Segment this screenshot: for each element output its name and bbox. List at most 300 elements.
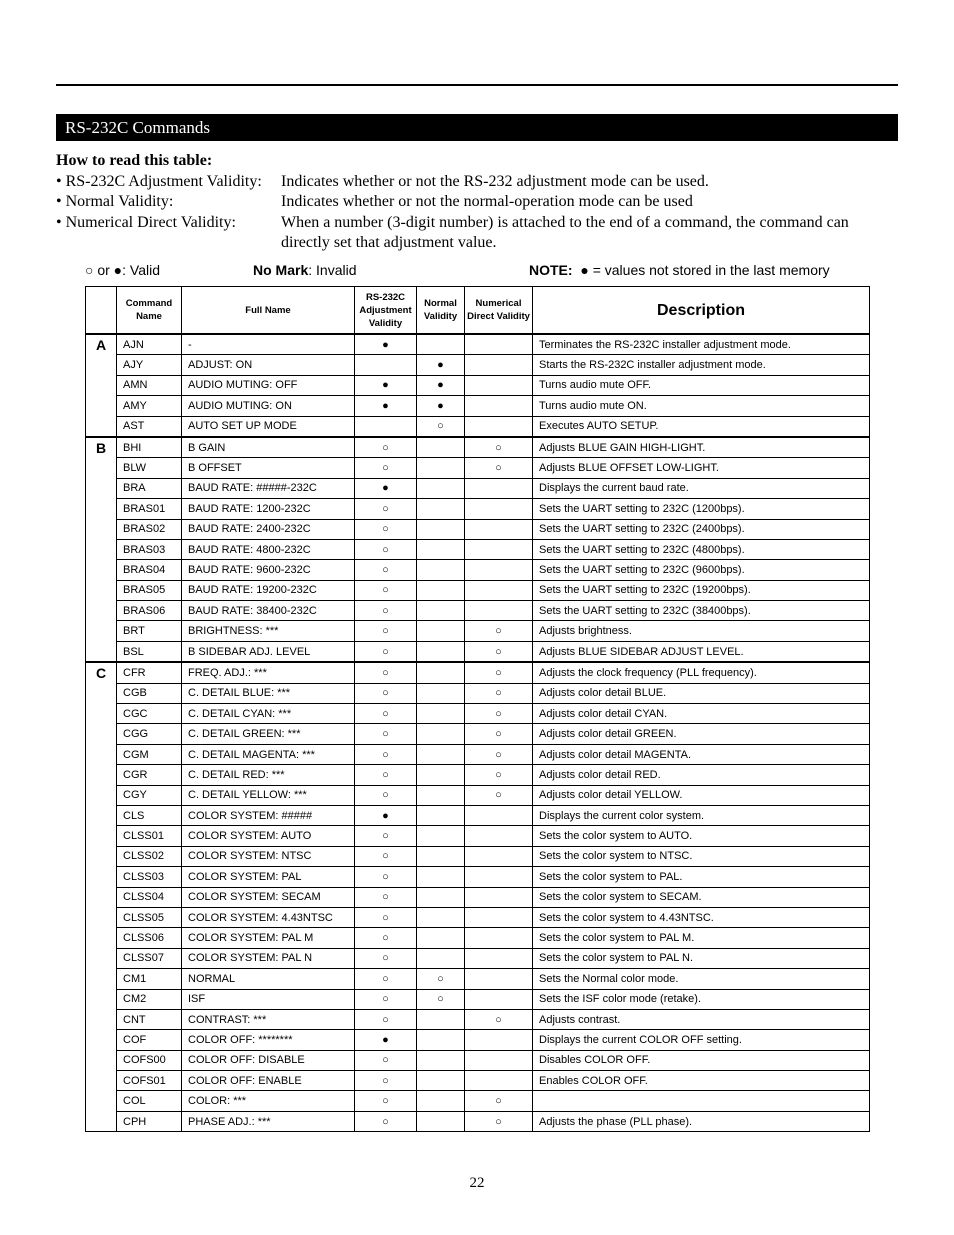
table-row <box>86 928 870 948</box>
command-name-cell: CLS <box>117 805 182 825</box>
numerical-validity-cell: ○ <box>465 458 533 478</box>
full-name-cell: COLOR SYSTEM: PAL M <box>182 928 355 948</box>
rs232c-validity-cell: ○ <box>355 704 417 724</box>
top-rule <box>56 84 898 86</box>
table-row <box>86 478 870 498</box>
normal-validity-cell <box>417 478 465 498</box>
description-cell: Displays the current COLOR OFF setting. <box>533 1030 870 1050</box>
full-name-cell: FREQ. ADJ.: *** <box>182 662 355 683</box>
description-cell: Enables COLOR OFF. <box>533 1071 870 1091</box>
normal-validity-header: Normal Validity <box>417 287 465 335</box>
rs232c-validity-cell: ○ <box>355 437 417 458</box>
full-name-cell: COLOR SYSTEM: NTSC <box>182 846 355 866</box>
rs232c-validity-cell: ○ <box>355 907 417 927</box>
description-cell: Sets the color system to NTSC. <box>533 846 870 866</box>
normal-validity-cell: ○ <box>417 989 465 1009</box>
description-cell: Sets the UART setting to 232C (9600bps). <box>533 560 870 580</box>
numerical-validity-cell <box>465 846 533 866</box>
normal-validity-cell <box>417 744 465 764</box>
normal-validity-cell <box>417 765 465 785</box>
rs232c-validity-cell: ● <box>355 805 417 825</box>
normal-validity-cell <box>417 621 465 641</box>
table-row <box>86 560 870 580</box>
command-name-cell: CM1 <box>117 969 182 989</box>
numerical-validity-cell <box>465 519 533 539</box>
description-cell: Adjusts color detail GREEN. <box>533 724 870 744</box>
description-cell: Sets the UART setting to 232C (2400bps). <box>533 519 870 539</box>
rs232c-validity-cell: ○ <box>355 744 417 764</box>
numerical-validity-cell <box>465 826 533 846</box>
table-row <box>86 887 870 907</box>
command-name-cell: BRAS04 <box>117 560 182 580</box>
table-row <box>86 724 870 744</box>
numerical-validity-cell: ○ <box>465 785 533 805</box>
command-name-cell: BRT <box>117 621 182 641</box>
table-row <box>86 1091 870 1111</box>
full-name-cell: COLOR: *** <box>182 1091 355 1111</box>
rs232c-validity-cell: ○ <box>355 948 417 968</box>
numerical-validity-cell <box>465 1071 533 1091</box>
description-cell: Executes AUTO SETUP. <box>533 416 870 437</box>
normal-validity-cell <box>417 580 465 600</box>
full-name-cell: C. DETAIL YELLOW: *** <box>182 785 355 805</box>
numerical-validity-cell: ○ <box>465 1111 533 1131</box>
full-name-cell: CONTRAST: *** <box>182 1009 355 1029</box>
numerical-validity-cell <box>465 499 533 519</box>
rs232c-validity-cell: ○ <box>355 560 417 580</box>
command-name-cell: CGB <box>117 683 182 703</box>
numerical-validity-cell: ○ <box>465 724 533 744</box>
table-row <box>86 867 870 887</box>
rs232c-validity-cell: ● <box>355 396 417 416</box>
full-name-cell: COLOR SYSTEM: PAL <box>182 867 355 887</box>
full-name-cell: C. DETAIL RED: *** <box>182 765 355 785</box>
description-cell: Adjusts color detail CYAN. <box>533 704 870 724</box>
command-name-header: Command Name <box>117 287 182 335</box>
numerical-validity-cell: ○ <box>465 1009 533 1029</box>
numerical-validity-cell <box>465 805 533 825</box>
command-name-cell: CLSS03 <box>117 867 182 887</box>
rs232c-validity-cell: ○ <box>355 519 417 539</box>
command-name-cell: CLSS07 <box>117 948 182 968</box>
full-name-cell: ADJUST: ON <box>182 355 355 375</box>
full-name-cell: - <box>182 334 355 355</box>
normal-validity-cell <box>417 1050 465 1070</box>
numerical-validity-cell <box>465 867 533 887</box>
description-cell: Sets the UART setting to 232C (38400bps). <box>533 601 870 621</box>
command-name-cell: BHI <box>117 437 182 458</box>
normal-validity-cell <box>417 907 465 927</box>
table-row <box>86 907 870 927</box>
table-row <box>86 846 870 866</box>
description-cell: Adjusts brightness. <box>533 621 870 641</box>
rs232c-validity-cell: ○ <box>355 458 417 478</box>
full-name-cell: BAUD RATE: 1200-232C <box>182 499 355 519</box>
normal-validity-cell <box>417 805 465 825</box>
normal-validity-cell <box>417 601 465 621</box>
description-cell: Adjusts BLUE SIDEBAR ADJUST LEVEL. <box>533 641 870 662</box>
command-name-cell: BLW <box>117 458 182 478</box>
table-row <box>86 765 870 785</box>
full-name-cell: B SIDEBAR ADJ. LEVEL <box>182 641 355 662</box>
group-header <box>86 287 117 335</box>
table-row <box>86 580 870 600</box>
description-cell: Sets the UART setting to 232C (19200bps). <box>533 580 870 600</box>
numerical-validity-cell <box>465 334 533 355</box>
description-cell: Adjusts color detail BLUE. <box>533 683 870 703</box>
description-cell: Sets the color system to PAL. <box>533 867 870 887</box>
numerical-validity-header: Numerical Direct Validity <box>465 287 533 335</box>
rs232c-validity-cell: ○ <box>355 683 417 703</box>
rs232c-validity-cell: ○ <box>355 1091 417 1111</box>
full-name-cell: C. DETAIL BLUE: *** <box>182 683 355 703</box>
command-name-cell: CGM <box>117 744 182 764</box>
commands-table <box>85 286 870 1132</box>
table-row <box>86 458 870 478</box>
normal-validity-cell <box>417 1111 465 1131</box>
legend-note-text: ● = values not stored in the last memory <box>580 262 830 278</box>
command-name-cell: COF <box>117 1030 182 1050</box>
table-row <box>86 969 870 989</box>
description-cell: Starts the RS-232C installer adjustment mode. <box>533 355 870 375</box>
full-name-cell: BAUD RATE: #####-232C <box>182 478 355 498</box>
command-name-cell: CLSS04 <box>117 887 182 907</box>
howto-text: Indicates whether or not the RS-232 adjustment mode can be used. <box>281 172 709 190</box>
rs232c-validity-cell <box>355 416 417 437</box>
normal-validity-cell <box>417 1009 465 1029</box>
command-name-cell: CLSS01 <box>117 826 182 846</box>
legend-note <box>529 261 830 279</box>
rs232c-validity-header: RS-232C Adjustment Validity <box>355 287 417 335</box>
how-to-read <box>56 151 898 254</box>
normal-validity-cell <box>417 785 465 805</box>
numerical-validity-cell <box>465 580 533 600</box>
rs232c-validity-cell: ○ <box>355 765 417 785</box>
rs232c-validity-cell: ○ <box>355 601 417 621</box>
normal-validity-cell: ○ <box>417 969 465 989</box>
howto-text: When a number (3-digit number) is attached to the end of a command, the command can directly set that adjustment value. <box>281 213 849 251</box>
full-name-cell: NORMAL <box>182 969 355 989</box>
numerical-validity-cell <box>465 396 533 416</box>
command-name-cell: AJY <box>117 355 182 375</box>
rs232c-validity-cell: ● <box>355 375 417 395</box>
table-row <box>86 826 870 846</box>
description-cell <box>533 1091 870 1111</box>
command-name-cell: CGG <box>117 724 182 744</box>
full-name-cell: BAUD RATE: 2400-232C <box>182 519 355 539</box>
rs232c-validity-cell: ○ <box>355 1071 417 1091</box>
numerical-validity-cell <box>465 1030 533 1050</box>
section-title: RS-232C Commands <box>56 114 898 141</box>
full-name-cell: COLOR SYSTEM: 4.43NTSC <box>182 907 355 927</box>
legend-nomark-text: : Invalid <box>308 262 357 278</box>
command-name-cell: CFR <box>117 662 182 683</box>
rs232c-validity-cell: ○ <box>355 928 417 948</box>
legend-valid-symbols: ○ or ● <box>85 262 123 278</box>
normal-validity-cell <box>417 724 465 744</box>
numerical-validity-cell <box>465 1050 533 1070</box>
rs232c-validity-cell: ○ <box>355 641 417 662</box>
command-name-cell: AST <box>117 416 182 437</box>
description-cell: Terminates the RS-232C installer adjustment mode. <box>533 334 870 355</box>
command-name-cell: BSL <box>117 641 182 662</box>
full-name-cell: AUDIO MUTING: ON <box>182 396 355 416</box>
normal-validity-cell: ● <box>417 355 465 375</box>
table-row <box>86 375 870 395</box>
normal-validity-cell <box>417 334 465 355</box>
normal-validity-cell <box>417 458 465 478</box>
table-row <box>86 621 870 641</box>
description-cell: Sets the color system to AUTO. <box>533 826 870 846</box>
rs232c-validity-cell: ○ <box>355 1009 417 1029</box>
command-name-cell: CPH <box>117 1111 182 1131</box>
description-cell: Sets the color system to 4.43NTSC. <box>533 907 870 927</box>
howto-item <box>56 192 898 213</box>
description-cell: Sets the color system to SECAM. <box>533 887 870 907</box>
howto-item <box>56 213 898 254</box>
normal-validity-cell: ● <box>417 375 465 395</box>
numerical-validity-cell <box>465 601 533 621</box>
full-name-cell: AUTO SET UP MODE <box>182 416 355 437</box>
table-row <box>86 519 870 539</box>
full-name-cell: C. DETAIL MAGENTA: *** <box>182 744 355 764</box>
rs232c-validity-cell: ● <box>355 478 417 498</box>
full-name-cell: C. DETAIL CYAN: *** <box>182 704 355 724</box>
full-name-cell: COLOR OFF: ENABLE <box>182 1071 355 1091</box>
full-name-cell: COLOR SYSTEM: SECAM <box>182 887 355 907</box>
normal-validity-cell <box>417 641 465 662</box>
normal-validity-cell <box>417 704 465 724</box>
command-name-cell: BRAS05 <box>117 580 182 600</box>
full-name-cell: COLOR SYSTEM: AUTO <box>182 826 355 846</box>
table-row <box>86 744 870 764</box>
normal-validity-cell <box>417 683 465 703</box>
table-row <box>86 1071 870 1091</box>
full-name-cell: AUDIO MUTING: OFF <box>182 375 355 395</box>
description-cell: Adjusts BLUE OFFSET LOW-LIGHT. <box>533 458 870 478</box>
rs232c-validity-cell: ○ <box>355 662 417 683</box>
rs232c-validity-cell: ○ <box>355 969 417 989</box>
numerical-validity-cell <box>465 948 533 968</box>
numerical-validity-cell: ○ <box>465 1091 533 1111</box>
description-cell: Sets the color system to PAL N. <box>533 948 870 968</box>
rs232c-validity-cell: ○ <box>355 724 417 744</box>
legend-note-bold: NOTE: <box>529 262 573 278</box>
table-row <box>86 1009 870 1029</box>
command-name-cell: AJN <box>117 334 182 355</box>
normal-validity-cell <box>417 437 465 458</box>
numerical-validity-cell <box>465 907 533 927</box>
command-name-cell: BRAS03 <box>117 539 182 559</box>
numerical-validity-cell <box>465 989 533 1009</box>
numerical-validity-cell <box>465 928 533 948</box>
numerical-validity-cell <box>465 375 533 395</box>
table-row <box>86 539 870 559</box>
table-row <box>86 785 870 805</box>
numerical-validity-cell <box>465 355 533 375</box>
table-body <box>86 334 870 1132</box>
table-row <box>86 1030 870 1050</box>
full-name-cell: COLOR SYSTEM: PAL N <box>182 948 355 968</box>
group-letter: C <box>86 662 117 1131</box>
numerical-validity-cell: ○ <box>465 704 533 724</box>
full-name-header: Full Name <box>182 287 355 335</box>
numerical-validity-cell <box>465 539 533 559</box>
normal-validity-cell <box>417 887 465 907</box>
command-name-cell: CGC <box>117 704 182 724</box>
howto-text: Indicates whether or not the normal-operation mode can be used <box>281 193 693 210</box>
table-row <box>86 601 870 621</box>
group-letter: B <box>86 437 117 662</box>
command-name-cell: CM2 <box>117 989 182 1009</box>
rs232c-validity-cell: ○ <box>355 539 417 559</box>
command-name-cell: AMN <box>117 375 182 395</box>
table-row <box>86 396 870 416</box>
full-name-cell: COLOR SYSTEM: ##### <box>182 805 355 825</box>
full-name-cell: BRIGHTNESS: *** <box>182 621 355 641</box>
command-name-cell: AMY <box>117 396 182 416</box>
numerical-validity-cell <box>465 416 533 437</box>
legend-valid <box>85 261 160 279</box>
numerical-validity-cell <box>465 887 533 907</box>
page-number: 22 <box>469 1175 485 1191</box>
numerical-validity-cell <box>465 969 533 989</box>
description-cell: Adjusts BLUE GAIN HIGH-LIGHT. <box>533 437 870 458</box>
full-name-cell: COLOR OFF: DISABLE <box>182 1050 355 1070</box>
numerical-validity-cell: ○ <box>465 683 533 703</box>
table-row <box>86 805 870 825</box>
command-name-cell: CGY <box>117 785 182 805</box>
description-cell: Sets the UART setting to 232C (4800bps). <box>533 539 870 559</box>
description-cell: Displays the current color system. <box>533 805 870 825</box>
rs232c-validity-cell: ○ <box>355 580 417 600</box>
numerical-validity-cell <box>465 478 533 498</box>
howto-label: • Normal Validity: <box>56 193 174 210</box>
description-cell: Sets the ISF color mode (retake). <box>533 989 870 1009</box>
normal-validity-cell <box>417 519 465 539</box>
command-name-cell: COL <box>117 1091 182 1111</box>
rs232c-validity-cell: ○ <box>355 785 417 805</box>
normal-validity-cell <box>417 1091 465 1111</box>
command-name-cell: CNT <box>117 1009 182 1029</box>
command-name-cell: BRAS01 <box>117 499 182 519</box>
normal-validity-cell <box>417 826 465 846</box>
numerical-validity-cell: ○ <box>465 641 533 662</box>
normal-validity-cell <box>417 867 465 887</box>
description-cell: Sets the UART setting to 232C (1200bps). <box>533 499 870 519</box>
rs232c-validity-cell: ○ <box>355 887 417 907</box>
command-name-cell: CGR <box>117 765 182 785</box>
command-name-cell: CLSS02 <box>117 846 182 866</box>
full-name-cell: BAUD RATE: 38400-232C <box>182 601 355 621</box>
full-name-cell: B OFFSET <box>182 458 355 478</box>
description-cell: Turns audio mute OFF. <box>533 375 870 395</box>
numerical-validity-cell: ○ <box>465 662 533 683</box>
full-name-cell: ISF <box>182 989 355 1009</box>
table-row <box>86 1111 870 1131</box>
table-row <box>86 1050 870 1070</box>
normal-validity-cell <box>417 560 465 580</box>
full-name-cell: COLOR OFF: ******** <box>182 1030 355 1050</box>
table-row <box>86 704 870 724</box>
table-row <box>86 416 870 437</box>
table-row <box>86 641 870 662</box>
normal-validity-cell: ○ <box>417 416 465 437</box>
normal-validity-cell <box>417 1030 465 1050</box>
normal-validity-cell <box>417 928 465 948</box>
description-cell: Adjusts the phase (PLL phase). <box>533 1111 870 1131</box>
command-name-cell: BRAS02 <box>117 519 182 539</box>
table-row <box>86 355 870 375</box>
command-name-cell: COFS01 <box>117 1071 182 1091</box>
normal-validity-cell <box>417 948 465 968</box>
normal-validity-cell <box>417 499 465 519</box>
rs232c-validity-cell: ● <box>355 1030 417 1050</box>
description-cell: Adjusts contrast. <box>533 1009 870 1029</box>
description-cell: Disables COLOR OFF. <box>533 1050 870 1070</box>
numerical-validity-cell: ○ <box>465 744 533 764</box>
command-name-cell: CLSS06 <box>117 928 182 948</box>
description-cell: Sets the color system to PAL M. <box>533 928 870 948</box>
rs232c-validity-cell: ○ <box>355 499 417 519</box>
rs232c-validity-cell: ● <box>355 334 417 355</box>
full-name-cell: BAUD RATE: 9600-232C <box>182 560 355 580</box>
normal-validity-cell <box>417 662 465 683</box>
description-header: Description <box>533 287 870 335</box>
table-header-row <box>86 287 870 335</box>
how-to-heading: How to read this table: <box>56 152 213 169</box>
rs232c-validity-cell: ○ <box>355 621 417 641</box>
description-cell: Displays the current baud rate. <box>533 478 870 498</box>
numerical-validity-cell: ○ <box>465 437 533 458</box>
command-name-cell: CLSS05 <box>117 907 182 927</box>
command-name-cell: BRAS06 <box>117 601 182 621</box>
rs232c-validity-cell: ○ <box>355 826 417 846</box>
legend-nomark <box>253 261 356 279</box>
full-name-cell: BAUD RATE: 19200-232C <box>182 580 355 600</box>
full-name-cell: PHASE ADJ.: *** <box>182 1111 355 1131</box>
table-row <box>86 499 870 519</box>
table-row <box>86 989 870 1009</box>
normal-validity-cell <box>417 539 465 559</box>
rs232c-validity-cell <box>355 355 417 375</box>
howto-label: • Numerical Direct Validity: <box>56 213 236 231</box>
description-cell: Adjusts color detail YELLOW. <box>533 785 870 805</box>
rs232c-validity-cell: ○ <box>355 1050 417 1070</box>
rs232c-validity-cell: ○ <box>355 867 417 887</box>
description-cell: Adjusts color detail RED. <box>533 765 870 785</box>
numerical-validity-cell <box>465 560 533 580</box>
numerical-validity-cell: ○ <box>465 765 533 785</box>
command-name-cell: COFS00 <box>117 1050 182 1070</box>
description-cell: Sets the Normal color mode. <box>533 969 870 989</box>
normal-validity-cell <box>417 1071 465 1091</box>
description-cell: Turns audio mute ON. <box>533 396 870 416</box>
normal-validity-cell <box>417 846 465 866</box>
table-row <box>86 662 870 683</box>
rs232c-validity-cell: ○ <box>355 1111 417 1131</box>
howto-item <box>56 172 898 193</box>
normal-validity-cell: ● <box>417 396 465 416</box>
table-row <box>86 334 870 355</box>
legend-nomark-bold: No Mark <box>253 262 309 278</box>
command-name-cell: BRA <box>117 478 182 498</box>
table-row <box>86 683 870 703</box>
description-cell: Adjusts color detail MAGENTA. <box>533 744 870 764</box>
howto-label: • RS-232C Adjustment Validity: <box>56 172 262 190</box>
legend-valid-text: : Valid <box>122 262 161 278</box>
rs232c-validity-cell: ○ <box>355 846 417 866</box>
